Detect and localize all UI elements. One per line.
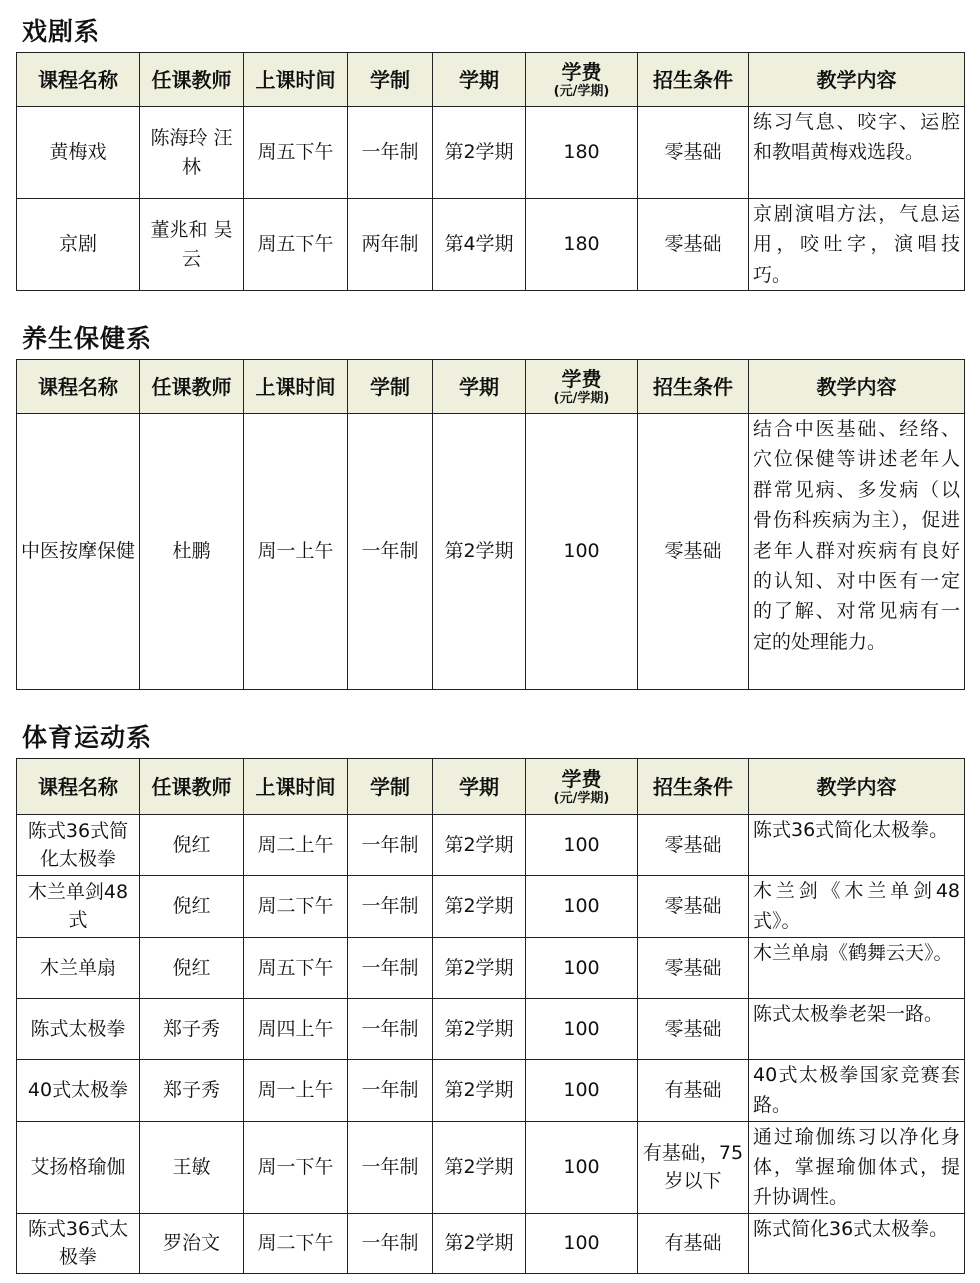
cell-condition: 有基础: [638, 1213, 749, 1273]
cell-course: 木兰单剑48式: [17, 876, 140, 938]
cell-system: 一年制: [348, 876, 433, 938]
cell-fee: 100: [526, 998, 638, 1059]
cell-condition: 零基础: [638, 937, 749, 998]
table-row: [17, 998, 965, 1059]
cell-term: 第2学期: [433, 998, 526, 1059]
cell-course: 陈式36式简化太极拳: [17, 815, 140, 876]
cell-time: 周四上午: [244, 998, 348, 1059]
cell-course: 黄梅戏: [17, 107, 140, 199]
cell-term: 第2学期: [433, 414, 526, 690]
cell-system: 一年制: [348, 998, 433, 1059]
cell-system: 一年制: [348, 1121, 433, 1213]
cell-fee: 100: [526, 815, 638, 876]
cell-system: 一年制: [348, 107, 433, 199]
table-row: [17, 199, 965, 291]
header-fee-label: 学费: [561, 766, 602, 791]
table-row: [17, 937, 965, 998]
cell-teacher: 郑子秀: [140, 998, 244, 1059]
cell-system: 一年制: [348, 1059, 433, 1121]
cell-course: 陈式太极拳: [17, 998, 140, 1059]
header-fee: [526, 360, 638, 414]
header-system: 学制: [348, 360, 433, 414]
header-course: 课程名称: [17, 53, 140, 107]
cell-condition: 零基础: [638, 815, 749, 876]
course-table-health: [16, 359, 965, 690]
header-condition: 招生条件: [638, 759, 749, 815]
section-title-health: 养生保健系: [22, 324, 153, 353]
cell-term: 第2学期: [433, 815, 526, 876]
cell-fee: 180: [526, 107, 638, 199]
header-time: 上课时间: [244, 759, 348, 815]
table-row: [17, 107, 965, 199]
header-term: 学期: [433, 759, 526, 815]
header-course: 课程名称: [17, 759, 140, 815]
cell-fee: 100: [526, 876, 638, 938]
cell-teacher: 杜鹏: [140, 414, 244, 690]
cell-teacher: 罗治文: [140, 1213, 244, 1273]
cell-condition: 零基础: [638, 876, 749, 938]
cell-content: 结合中医基础、经络、穴位保健等讲述老年人群常见病、多发病（以骨伤科疾病为主），促进老年人群对疾病有良好的认知、对中医有一定的了解、对常见病有一定的处理能力。: [749, 414, 965, 690]
cell-term: 第2学期: [433, 1121, 526, 1213]
course-table-sports: [16, 758, 965, 1274]
cell-term: 第4学期: [433, 199, 526, 291]
cell-content: 40式太极拳国家竞赛套路。: [749, 1059, 965, 1121]
cell-system: 一年制: [348, 815, 433, 876]
header-teacher: 任课教师: [140, 360, 244, 414]
cell-system: 一年制: [348, 937, 433, 998]
header-teacher: 任课教师: [140, 53, 244, 107]
cell-course: 木兰单扇: [17, 937, 140, 998]
cell-course: 中医按摩保健: [17, 414, 140, 690]
header-fee-label: 学费: [561, 366, 602, 391]
cell-course: 艾扬格瑜伽: [17, 1121, 140, 1213]
cell-teacher: 董兆和 吴云: [140, 199, 244, 291]
header-term: 学期: [433, 360, 526, 414]
header-content: 教学内容: [749, 53, 965, 107]
cell-condition: 零基础: [638, 998, 749, 1059]
cell-time: 周五下午: [244, 937, 348, 998]
cell-content: 京剧演唱方法，气息运用，咬吐字，演唱技巧。: [749, 199, 965, 291]
header-content: 教学内容: [749, 360, 965, 414]
header-system: 学制: [348, 759, 433, 815]
cell-time: 周一上午: [244, 1059, 348, 1121]
cell-fee: 100: [526, 414, 638, 690]
cell-condition: 有基础，75岁以下: [638, 1121, 749, 1213]
cell-time: 周二下午: [244, 1213, 348, 1273]
cell-content: 陈式太极拳老架一路。: [749, 998, 965, 1059]
cell-fee: 100: [526, 1213, 638, 1273]
table-row: [17, 1121, 965, 1213]
cell-course: 40式太极拳: [17, 1059, 140, 1121]
header-fee: [526, 759, 638, 815]
cell-content: 木兰剑《木兰单剑48式》。: [749, 876, 965, 938]
cell-fee: 100: [526, 1059, 638, 1121]
cell-fee: 180: [526, 199, 638, 291]
header-time: 上课时间: [244, 360, 348, 414]
cell-term: 第2学期: [433, 107, 526, 199]
cell-term: 第2学期: [433, 1213, 526, 1273]
cell-time: 周二上午: [244, 815, 348, 876]
header-system: 学制: [348, 53, 433, 107]
header-content: 教学内容: [749, 759, 965, 815]
cell-content: 陈式简化36式太极拳。: [749, 1213, 965, 1273]
course-table-drama: [16, 52, 965, 291]
header-fee-unit: (元/学期): [553, 83, 610, 99]
cell-content: 练习气息、咬字、运腔和教唱黄梅戏选段。: [749, 107, 965, 199]
cell-condition: 零基础: [638, 199, 749, 291]
cell-system: 一年制: [348, 414, 433, 690]
cell-teacher: 陈海玲 汪林: [140, 107, 244, 199]
header-time: 上课时间: [244, 53, 348, 107]
cell-content: 通过瑜伽练习以净化身体，掌握瑜伽体式，提升协调性。: [749, 1121, 965, 1213]
header-fee-unit: (元/学期): [553, 790, 610, 806]
cell-condition: 零基础: [638, 414, 749, 690]
cell-teacher: 郑子秀: [140, 1059, 244, 1121]
table-row: [17, 414, 965, 690]
cell-teacher: 倪红: [140, 876, 244, 938]
cell-content: 陈式36式简化太极拳。: [749, 815, 965, 876]
cell-time: 周一下午: [244, 1121, 348, 1213]
cell-term: 第2学期: [433, 876, 526, 938]
cell-condition: 零基础: [638, 107, 749, 199]
cell-course: 京剧: [17, 199, 140, 291]
header-fee-unit: (元/学期): [553, 390, 610, 406]
header-term: 学期: [433, 53, 526, 107]
section-title-sports: 体育运动系: [22, 723, 153, 752]
header-condition: 招生条件: [638, 53, 749, 107]
cell-term: 第2学期: [433, 937, 526, 998]
table-row: [17, 1213, 965, 1273]
section-title-drama: 戏剧系: [22, 17, 101, 46]
cell-teacher: 倪红: [140, 815, 244, 876]
cell-time: 周二下午: [244, 876, 348, 938]
cell-condition: 有基础: [638, 1059, 749, 1121]
cell-term: 第2学期: [433, 1059, 526, 1121]
cell-teacher: 王敏: [140, 1121, 244, 1213]
cell-fee: 100: [526, 937, 638, 998]
cell-time: 周一上午: [244, 414, 348, 690]
header-teacher: 任课教师: [140, 759, 244, 815]
table-row: [17, 815, 965, 876]
header-fee-label: 学费: [561, 59, 602, 84]
header-fee: [526, 53, 638, 107]
table-row: [17, 1059, 965, 1121]
cell-time: 周五下午: [244, 199, 348, 291]
cell-content: 木兰单扇《鹤舞云天》。: [749, 937, 965, 998]
header-condition: 招生条件: [638, 360, 749, 414]
cell-system: 一年制: [348, 1213, 433, 1273]
cell-time: 周五下午: [244, 107, 348, 199]
cell-course: 陈式36式太极拳: [17, 1213, 140, 1273]
cell-fee: 100: [526, 1121, 638, 1213]
table-row: [17, 876, 965, 938]
cell-teacher: 倪红: [140, 937, 244, 998]
header-course: 课程名称: [17, 360, 140, 414]
cell-system: 两年制: [348, 199, 433, 291]
